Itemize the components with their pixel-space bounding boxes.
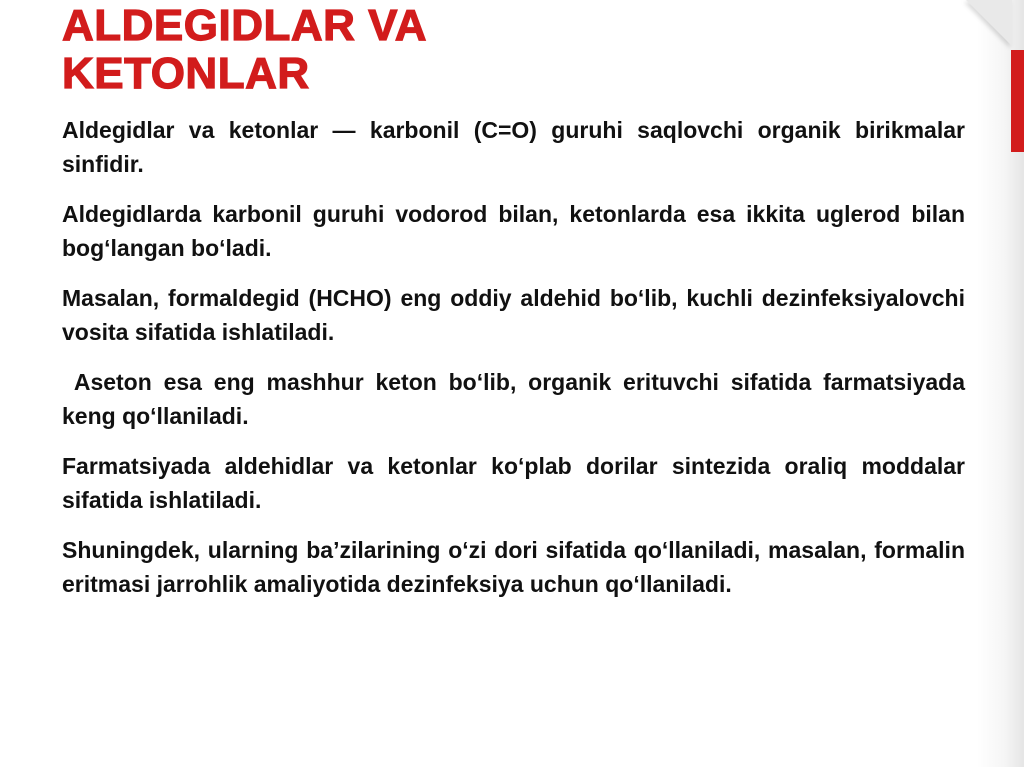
slide-title-line-1: ALDEGIDLAR VA (62, 1, 428, 50)
paragraph-structure: Aldegidlarda karbonil guruhi vodorod bilan, ketonlarda esa ikkita uglerod bilan bog‘langan bo‘ladi. (62, 201, 965, 261)
slide-title (62, 2, 942, 98)
accent-bar (1011, 50, 1024, 152)
paragraph-definition: Aldegidlar va ketonlar — karbonil (C=O) guruhi saqlovchi organik birikmalar sinfidir. (62, 117, 965, 177)
paragraph-drug-use: Shuningdek, ularning ba’zilarining o‘zi dori sifatida qo‘llaniladi, masalan, formalin eritmasi jarrohlik amaliyotida dezinfeksiya uchun qo‘llaniladi. (62, 537, 965, 597)
paragraph-formaldehyde: Masalan, formaldegid (HCHO) eng oddiy aldehid bo‘lib, kuchli dezinfeksiyalovchi vosita sifatida ishlatiladi. (62, 285, 965, 345)
slide-title-line-2: KETONLAR (62, 49, 310, 98)
paragraph-acetone: Aseton esa eng mashhur keton bo‘lib, organik erituvchi sifatida farmatsiyada keng qo‘llaniladi. (62, 369, 972, 429)
page-curl-corner (966, 0, 1012, 46)
slide-body (62, 113, 972, 617)
paragraph-pharmacy-synthesis: Farmatsiyada aldehidlar va ketonlar ko‘plab dorilar sintezida oraliq moddalar sifatida ishlatiladi. (62, 453, 965, 513)
